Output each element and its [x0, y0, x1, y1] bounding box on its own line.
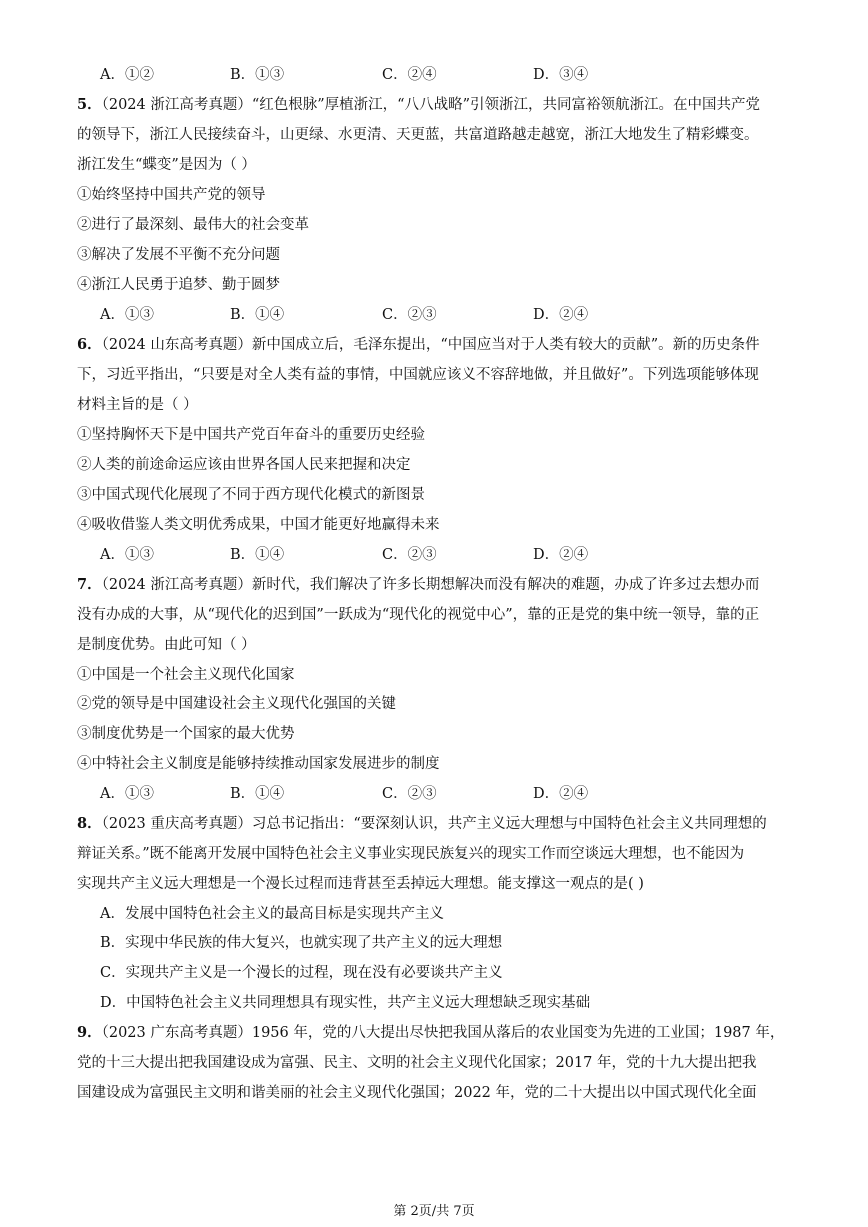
- q7-stem-line-1: 7．（2024 浙江高考真题）新时代，我们解决了许多长期想解决而没有解决的难题，办成了许多过去想办而: [77, 576, 760, 593]
- q9-number: 9．: [77, 1024, 102, 1041]
- q4-option-d: D．③④: [533, 67, 589, 83]
- q7-item-2: ②党的领导是中国建设社会主义现代化强国的关键: [77, 696, 396, 712]
- q5-item-4: ④浙江人民勇于追梦、勤于圆梦: [77, 277, 280, 293]
- q5-stem-line-3: 浙江发生“蝶变”是因为（ ）: [77, 157, 256, 173]
- page-footer: 第 2页/共 7页: [393, 1204, 475, 1219]
- q8-choice-a: A．发展中国特色社会主义的最高目标是实现共产主义: [100, 906, 444, 922]
- q6-item-3: ③中国式现代化展现了不同于西方现代化模式的新图景: [77, 487, 425, 503]
- q6-option-b: B．①④: [230, 547, 285, 563]
- q9-stem-line-1: 9．（2023 广东高考真题）1956 年，党的八大提出尽快把我国从落后的农业国变为先进的工业国；1987 年，: [77, 1024, 785, 1041]
- q9-stem-line-3: 国建设成为富强民主文明和谐美丽的社会主义现代化强国；2022 年，党的二十大提出以中国式现代化全面: [77, 1085, 757, 1101]
- q5-option-b: B．①④: [230, 307, 285, 323]
- q6-item-1: ①坚持胸怀天下是中国共产党百年奋斗的重要历史经验: [77, 427, 425, 443]
- q6-options: [100, 545, 800, 565]
- q7-option-c: C．②③: [382, 786, 437, 802]
- q9-stem-line-2: 党的十三大提出把我国建设成为富强、民主、文明的社会主义现代化国家；2017 年，党的十九大提出把我: [77, 1055, 757, 1071]
- q8-choice-d: D．中国特色社会主义共同理想具有现实性，共产主义远大理想缺乏现实基础: [100, 995, 591, 1011]
- q7-item-1: ①中国是一个社会主义现代化国家: [77, 667, 295, 683]
- q7-stem-line-3: 是制度优势。由此可知（ ）: [77, 637, 256, 653]
- q8-choice-c: C．实现共产主义是一个漫长的过程，现在没有必要谈共产主义: [100, 965, 503, 981]
- q7-stem-line-2: 没有办成的大事，从“现代化的迟到国”一跃成为“现代化的视觉中心”，靠的正是党的集中统一领导，靠的正: [77, 607, 760, 623]
- q6-item-4: ④吸收借鉴人类文明优秀成果，中国才能更好地赢得未来: [77, 517, 440, 533]
- q5-item-2: ②进行了最深刻、最伟大的社会变革: [77, 217, 309, 233]
- q5-item-3: ③解决了发展不平衡不充分问题: [77, 247, 280, 263]
- q6-stem-line-1: 6．（2024 山东高考真题）新中国成立后，毛泽东提出，“中国应当对于人类有较大的贡献”。新的历史条件: [77, 336, 760, 353]
- q4-options: [100, 65, 800, 85]
- q6-number: 6．: [77, 336, 102, 353]
- q7-option-b: B．①④: [230, 786, 285, 802]
- q6-stem-line-2: 下，习近平指出，“只要是对全人类有益的事情，中国就应该义不容辞地做，并且做好”。下列选项能够体现: [77, 367, 759, 383]
- q8-stem-line-2: 辩证关系。”既不能离开发展中国特色社会主义事业实现民族复兴的现实工作而空谈远大理想，也不能因为: [77, 846, 745, 862]
- q5-options: [100, 305, 800, 325]
- q7-item-4: ④中特社会主义制度是能够持续推动国家发展进步的制度: [77, 756, 440, 772]
- q7-option-d: D．②④: [533, 786, 589, 802]
- q5-stem-line-2: 的领导下，浙江人民接续奋斗，山更绿、水更清、天更蓝，共富道路越走越宽，浙江大地发生了精彩蝶变。: [77, 127, 759, 143]
- q8-stem-line-1: 8．（2023 重庆高考真题）习总书记指出：“要深刻认识，共产主义远大理想与中国特色社会主义共同理想的: [77, 815, 767, 832]
- q4-option-c: C．②④: [382, 67, 437, 83]
- q6-option-d: D．②④: [533, 547, 589, 563]
- q5-stem-line-1: 5．（2024 浙江高考真题）“红色根脉”厚植浙江，“八八战略”引领浙江，共同富裕领航浙江。在中国共产党: [77, 96, 761, 113]
- q6-stem-line-3: 材料主旨的是（ ）: [77, 397, 198, 413]
- q6-option-a: A．①③: [100, 547, 154, 563]
- q7-number: 7．: [77, 576, 102, 593]
- q5-option-a: A．①③: [100, 307, 154, 323]
- q6-item-2: ②人类的前途命运应该由世界各国人民来把握和决定: [77, 457, 411, 473]
- q4-option-b: B．①③: [230, 67, 285, 83]
- q8-number: 8．: [77, 815, 102, 832]
- q7-options: [100, 784, 800, 804]
- q4-option-a: A．①②: [100, 67, 154, 83]
- q8-choice-b: B．实现中华民族的伟大复兴，也就实现了共产主义的远大理想: [100, 935, 503, 951]
- q5-option-c: C．②③: [382, 307, 437, 323]
- q7-option-a: A．①③: [100, 786, 154, 802]
- q6-option-c: C．②③: [382, 547, 437, 563]
- q5-item-1: ①始终坚持中国共产党的领导: [77, 187, 266, 203]
- q7-item-3: ③制度优势是一个国家的最大优势: [77, 726, 295, 742]
- q5-number: 5．: [77, 96, 102, 113]
- q8-stem-line-3: 实现共产主义远大理想是一个漫长过程而违背甚至丢掉远大理想。能支撑这一观点的是( ): [77, 876, 644, 892]
- q5-option-d: D．②④: [533, 307, 589, 323]
